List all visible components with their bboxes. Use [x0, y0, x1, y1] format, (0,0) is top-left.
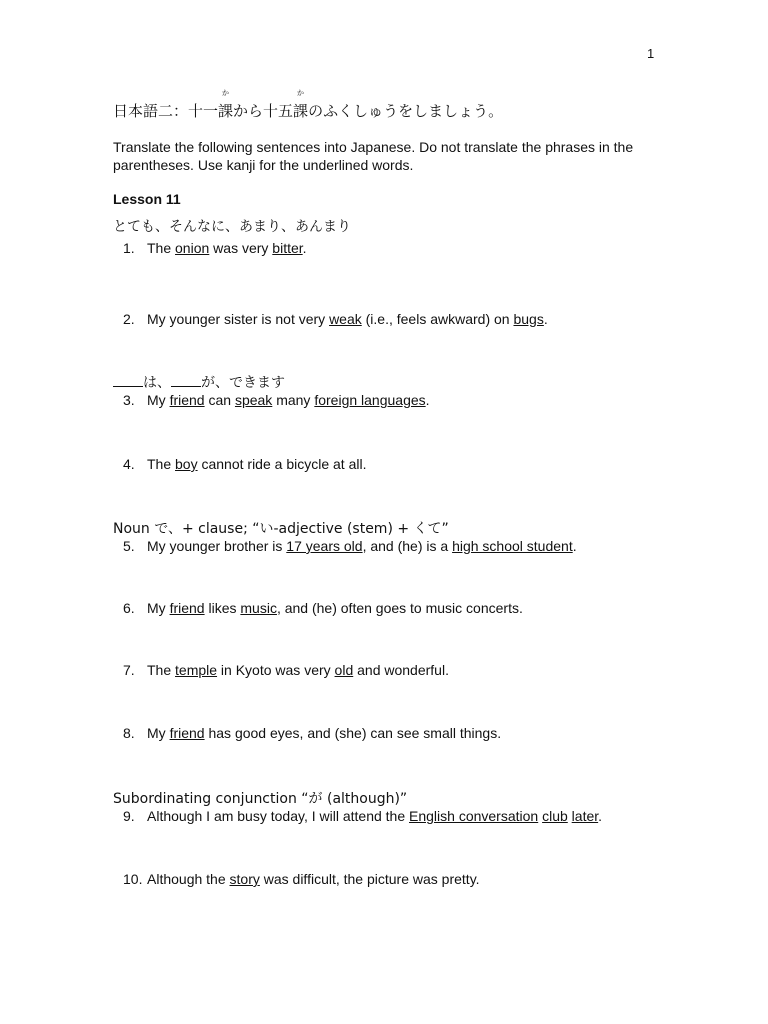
underlined-word: temple	[175, 662, 218, 678]
underlined-word: friend	[169, 392, 205, 408]
blank-line	[171, 374, 201, 387]
text: My younger sister is not very	[147, 311, 330, 327]
exercise-4	[123, 456, 366, 472]
item-number: 4.	[123, 456, 135, 472]
underlined-word: boy	[175, 456, 198, 472]
exercise-3	[123, 392, 430, 408]
text: My	[147, 725, 170, 741]
text: .	[572, 538, 577, 554]
text: .	[543, 311, 548, 327]
text: .	[302, 240, 307, 256]
title-mid: から十五	[233, 102, 294, 120]
text: many	[272, 392, 315, 408]
exercise-10	[123, 871, 480, 887]
underlined-word: music	[240, 600, 277, 616]
item-number: 5.	[123, 538, 135, 554]
title-suffix: のふくしゅうをしましょう。	[308, 102, 504, 120]
underlined-word: story	[229, 871, 260, 887]
exercise-2	[123, 311, 548, 327]
underlined-word: onion	[175, 240, 210, 256]
text: , and (he) often goes to music concerts.	[276, 600, 523, 616]
text: has good eyes, and (she) can see small things.	[204, 725, 502, 741]
text: and wonderful.	[353, 662, 449, 678]
underlined-word: old	[334, 662, 354, 678]
text: likes	[204, 600, 241, 616]
underlined-word: club	[542, 808, 568, 824]
text: The	[147, 240, 176, 256]
ruby-ka-2: か	[297, 89, 305, 97]
text: My younger brother is	[147, 538, 287, 554]
underlined-word: 17 years old	[286, 538, 363, 554]
text: .	[598, 808, 603, 824]
exercise-5	[123, 538, 577, 554]
section-header-noun-de: Noun で、+ clause; “い-adjective (stem) + くて”	[113, 521, 449, 537]
page-number: 1	[647, 46, 655, 61]
text: The	[147, 456, 176, 472]
underlined-word: bitter	[272, 240, 303, 256]
underlined-word: later	[571, 808, 599, 824]
instructions: Translate the following sentences into Japanese. Do not translate the phrases in the parentheses. Use kanji for the underlined words.	[113, 139, 634, 173]
text: (i.e., feels awkward) on	[361, 311, 514, 327]
ruby-ka-1: か	[222, 89, 230, 97]
underlined-word: English conversation	[409, 808, 539, 824]
exercise-8	[123, 725, 501, 741]
exercise-9	[123, 808, 602, 824]
text: cannot ride a bicycle at all.	[197, 456, 367, 472]
blank-line	[113, 374, 143, 387]
item-number: 1.	[123, 240, 135, 256]
text: in Kyoto was very	[217, 662, 335, 678]
lesson-heading: Lesson 11	[113, 191, 181, 207]
exercise-1	[123, 240, 307, 256]
exercise-7	[123, 662, 449, 678]
title-ka-2	[293, 89, 309, 121]
item-number: 8.	[123, 725, 135, 741]
item-number: 10.	[123, 871, 143, 887]
text: , and (he) is a	[362, 538, 453, 554]
section-header-totemo: とても、そんなに、あまり、あんまり	[113, 219, 351, 235]
text: Although I am busy today, I will attend the	[147, 808, 410, 824]
kanji-ka-1: 課	[218, 102, 234, 120]
item-number: 7.	[123, 662, 135, 678]
underlined-word: high school student	[452, 538, 573, 554]
text: が、できます	[201, 375, 285, 391]
item-number: 9.	[123, 808, 135, 824]
text: Although the	[147, 871, 230, 887]
text: The	[147, 662, 176, 678]
text: は、	[143, 375, 171, 391]
underlined-word: friend	[169, 725, 205, 741]
text: can	[204, 392, 235, 408]
underlined-word: weak	[329, 311, 362, 327]
text: was very	[209, 240, 273, 256]
worksheet-title	[113, 89, 504, 121]
kanji-ka-2: 課	[293, 102, 309, 120]
section-header-dekimasu	[113, 372, 285, 392]
title-ka-1	[218, 89, 234, 121]
title-prefix: 日本語二：十一	[113, 102, 219, 120]
section-header-ga-although: Subordinating conjunction “が (although)”	[113, 791, 408, 807]
underlined-word: friend	[169, 600, 205, 616]
text: My	[147, 600, 170, 616]
text: .	[425, 392, 430, 408]
item-number: 2.	[123, 311, 135, 327]
exercise-6	[123, 600, 523, 616]
underlined-word: speak	[234, 392, 273, 408]
item-number: 3.	[123, 392, 135, 408]
text: was difficult, the picture was pretty.	[259, 871, 480, 887]
underlined-word: foreign languages	[314, 392, 426, 408]
item-number: 6.	[123, 600, 135, 616]
text: My	[147, 392, 170, 408]
underlined-word: bugs	[513, 311, 544, 327]
